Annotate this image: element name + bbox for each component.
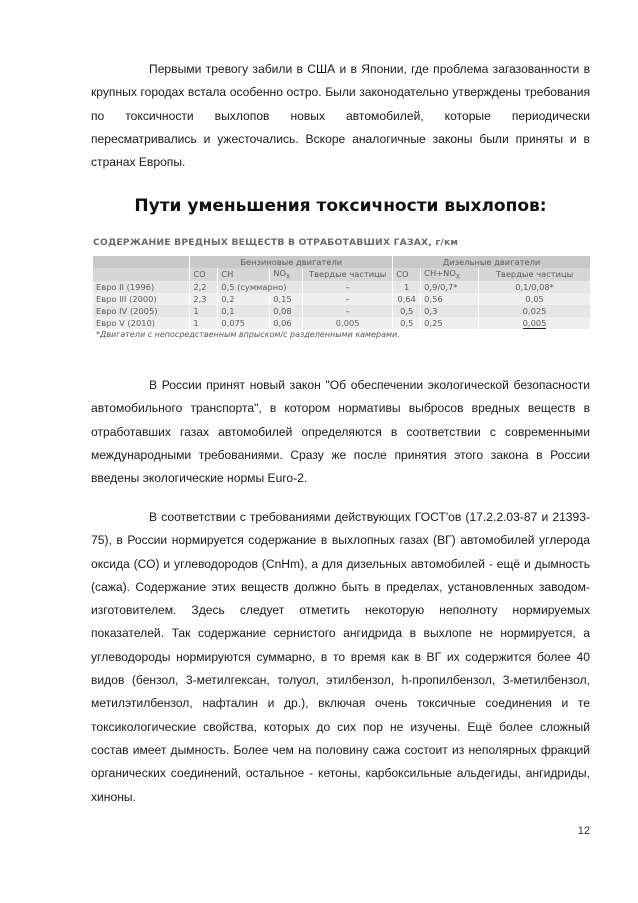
cell-pm-diesel: 0,05 bbox=[479, 293, 591, 305]
emissions-table-figure bbox=[93, 237, 591, 365]
cell-chnox-diesel: 0,25 bbox=[421, 317, 479, 329]
cell-co: 1 bbox=[190, 305, 218, 317]
cell-ch: 0,2 bbox=[218, 293, 270, 305]
header-empty-2 bbox=[93, 268, 190, 281]
row-label: Евро III (2000) bbox=[93, 293, 190, 305]
cell-co-diesel: 0,5 bbox=[393, 317, 421, 329]
row-label: Евро V (2010) bbox=[93, 317, 190, 329]
cell-nox: 0,08 bbox=[270, 305, 303, 317]
header-ch: CH bbox=[218, 268, 270, 281]
table-row bbox=[93, 281, 591, 293]
table-row bbox=[93, 305, 591, 317]
cell-nox: 0,15 bbox=[270, 293, 303, 305]
cell-ch: 0,075 bbox=[218, 317, 270, 329]
header-petrol: Бензиновые двигатели bbox=[190, 256, 393, 268]
cell-pm-diesel: 0,005 bbox=[479, 317, 591, 329]
header-diesel: Дизельные двигатели bbox=[393, 256, 591, 268]
cell-pm: – bbox=[303, 305, 393, 317]
table-title: СОДЕРЖАНИЕ ВРЕДНЫХ ВЕЩЕСТВ В ОТРАБОТАВШИХ ГАЗАХ, г/км bbox=[93, 237, 459, 248]
cell-co-diesel: 0,64 bbox=[393, 293, 421, 305]
cell-co-diesel: 0,5 bbox=[393, 305, 421, 317]
emissions-table bbox=[93, 256, 591, 341]
table-footnote: *Двигатели с непосредственным впрыском/с разделенными камерами. bbox=[93, 329, 591, 341]
cell-pm-diesel: 0,1/0,08* bbox=[479, 281, 591, 293]
header-chnox-diesel: $CH+NO_X$ bbox=[421, 268, 479, 281]
paragraph-intro bbox=[91, 58, 590, 174]
section-heading: Пути уменьшения токсичности выхлопов: bbox=[134, 196, 547, 216]
paragraph-intro-text: Первыми тревогу забили в США и в Японии, где проблема загазованности в крупных городах встала особенно остро. Были законодательно утверждены требования по токсичности выхлопов новых автомобилей, которые периодически пересматривались и ужесточались. Вскоре аналогичные законы были приняты и в странах Европы. bbox=[91, 62, 590, 170]
cell-co-diesel: 1 bbox=[393, 281, 421, 293]
paragraph-gost bbox=[91, 506, 590, 809]
header-empty bbox=[93, 256, 190, 268]
cell-co: 2,3 bbox=[190, 293, 218, 305]
cell-pm-diesel: 0,025 bbox=[479, 305, 591, 317]
row-label: Евро II (1996) bbox=[93, 281, 190, 293]
cell-ch: 0,5 (суммарно) bbox=[218, 281, 303, 293]
table-footnote-row bbox=[93, 329, 591, 341]
cell-pm: – bbox=[303, 281, 393, 293]
paragraph-law bbox=[91, 374, 590, 490]
cell-pm: – bbox=[303, 293, 393, 305]
header-pm-diesel: Твердые частицы bbox=[479, 268, 591, 281]
table-group-header bbox=[93, 256, 591, 268]
paragraph-gost-text: В соответствии с требованиями действующих ГОСТ'ов (17.2.2.03-87 и 21393-75), в России нормируется содержание в выхлопных газах (ВГ) автомобилей углерода оксида (СО) и углеводородов (СnHm), а для дизельных автомобилей - ещё и дымность (сажа). Содержание этих веществ должно быть в пределах, установленных заводом-изготовителем. Здесь следует отметить некоторую неполноту нормируемых показателей. Так содержание сернистого ангидрида в выхлопе не нормируется, а углеводороды нормируются суммарно, в то время как в ВГ их содержится более 40 видов (бензол, 3-метилгексан, толуол, этилбензол, h-пропилбензол, 3-метилбензол, метилэтилбензол, нафталин и др.), включая очень токсичные соединения и те токсикологические свойства, которых до сих пор не изучены. Ещё более сложный состав имеет дымность. Более чем на половину сажа состоит из неполярных фракций органических соединений, остальное - кетоны, карбоксильные альдегиды, ангидриды, хиноны. bbox=[91, 510, 590, 804]
cell-chnox-diesel: 0,3 bbox=[421, 305, 479, 317]
cell-chnox-diesel: 0,9/0,7* bbox=[421, 281, 479, 293]
cell-co: 2,2 bbox=[190, 281, 218, 293]
cell-co: 1 bbox=[190, 317, 218, 329]
table-row bbox=[93, 317, 591, 329]
header-co: CO bbox=[190, 268, 218, 281]
cell-ch: 0,1 bbox=[218, 305, 270, 317]
cell-pm: 0,005 bbox=[303, 317, 393, 329]
header-nox: $NO_X$ bbox=[270, 268, 303, 281]
page-number: 12 bbox=[577, 825, 590, 837]
paragraph-law-text: В России принят новый закон "Об обеспечении экологической безопасности автомобильного транспорта", в котором нормативы выбросов вредных веществ в отработавших газах автомобилей определяются в соответствии с современными международными требованиями. Сразу же после принятия этого закона в России введены экологические нормы Euro-2. bbox=[91, 378, 590, 486]
table-column-header bbox=[93, 268, 591, 281]
header-co-diesel: CO bbox=[393, 268, 421, 281]
table-row bbox=[93, 293, 591, 305]
cell-chnox-diesel: 0,56 bbox=[421, 293, 479, 305]
row-label: Евро IV (2005) bbox=[93, 305, 190, 317]
header-pm: Твердые частицы bbox=[303, 268, 393, 281]
cell-nox: 0,06 bbox=[270, 317, 303, 329]
